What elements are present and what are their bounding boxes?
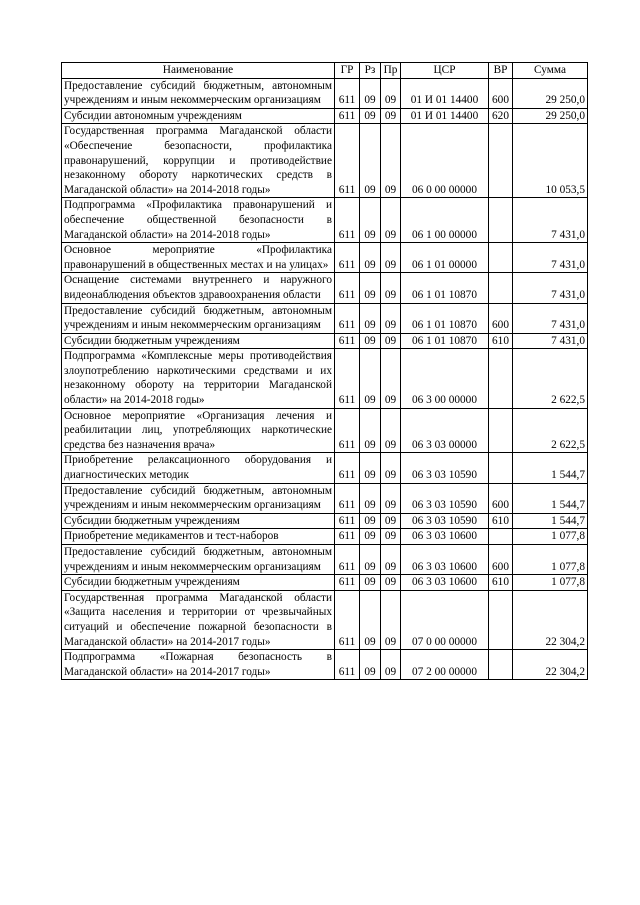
cell-rz: 09 (360, 333, 381, 349)
cell-sum: 1 544,7 (513, 453, 588, 483)
table-row (62, 513, 588, 529)
cell-rz: 09 (360, 529, 381, 545)
cell-pr: 09 (381, 513, 401, 529)
table-row (62, 108, 588, 124)
table-body (62, 78, 588, 680)
cell-sum: 7 431,0 (513, 243, 588, 273)
cell-rz: 09 (360, 650, 381, 680)
cell-gr: 611 (335, 333, 360, 349)
cell-vr (489, 529, 513, 545)
cell-pr: 09 (381, 349, 401, 408)
cell-name: Приобретение медикаментов и тест-наборов (62, 529, 335, 545)
cell-csr: 06 0 00 00000 (401, 124, 489, 198)
header-gr: ГР (335, 63, 360, 79)
cell-rz: 09 (360, 303, 381, 333)
cell-gr: 611 (335, 78, 360, 108)
cell-csr: 06 3 03 10600 (401, 529, 489, 545)
cell-sum: 7 431,0 (513, 198, 588, 243)
cell-name: Подпрограмма «Пожарная безопасность в Магаданской области» на 2014-2017 годы» (62, 650, 335, 680)
cell-vr (489, 590, 513, 649)
cell-sum: 1 077,8 (513, 575, 588, 591)
cell-pr: 09 (381, 198, 401, 243)
table-row (62, 349, 588, 408)
cell-gr: 611 (335, 513, 360, 529)
cell-pr: 09 (381, 483, 401, 513)
cell-name: Государственная программа Магаданской области «Обеспечение безопасности, профилактика правонарушений, коррупции и противодействие незаконному обороту наркотических средств в Магаданской области» на 2014-2018 годы» (62, 124, 335, 198)
table-row (62, 545, 588, 575)
cell-pr: 09 (381, 124, 401, 198)
cell-sum: 29 250,0 (513, 78, 588, 108)
header-name: Наименование (62, 63, 335, 79)
cell-rz: 09 (360, 349, 381, 408)
cell-csr: 06 3 03 10590 (401, 453, 489, 483)
cell-vr: 620 (489, 108, 513, 124)
cell-pr: 09 (381, 575, 401, 591)
cell-sum: 7 431,0 (513, 273, 588, 303)
cell-gr: 611 (335, 590, 360, 649)
cell-csr: 06 3 00 00000 (401, 349, 489, 408)
table-row (62, 303, 588, 333)
cell-pr: 09 (381, 273, 401, 303)
cell-pr: 09 (381, 529, 401, 545)
cell-name: Предоставление субсидий бюджетным, автономным учреждениям и иным некоммерческим организациям (62, 303, 335, 333)
cell-pr: 09 (381, 303, 401, 333)
cell-rz: 09 (360, 513, 381, 529)
cell-rz: 09 (360, 78, 381, 108)
cell-pr: 09 (381, 453, 401, 483)
cell-name: Государственная программа Магаданской области «Защита населения и территории от чрезвычайных ситуаций и обеспечение пожарной безопасности в Магаданской области» на 2014-2017 годы» (62, 590, 335, 649)
cell-vr: 600 (489, 78, 513, 108)
cell-gr: 611 (335, 408, 360, 453)
cell-name: Подпрограмма «Комплексные меры противодействия злоупотреблению наркотическими средствами и их незаконному обороту на территории Магаданской области» на 2014-2018 годы» (62, 349, 335, 408)
table-row (62, 453, 588, 483)
cell-vr: 600 (489, 545, 513, 575)
cell-csr: 06 1 00 00000 (401, 198, 489, 243)
cell-vr (489, 198, 513, 243)
cell-rz: 09 (360, 198, 381, 243)
table-header-row (62, 63, 588, 79)
cell-csr: 06 1 01 00000 (401, 243, 489, 273)
table-row (62, 650, 588, 680)
cell-sum: 1 544,7 (513, 513, 588, 529)
cell-gr: 611 (335, 545, 360, 575)
cell-vr (489, 349, 513, 408)
cell-sum: 1 077,8 (513, 545, 588, 575)
cell-rz: 09 (360, 408, 381, 453)
cell-rz: 09 (360, 273, 381, 303)
cell-vr: 600 (489, 483, 513, 513)
cell-sum: 7 431,0 (513, 303, 588, 333)
cell-gr: 611 (335, 243, 360, 273)
table-row (62, 590, 588, 649)
cell-rz: 09 (360, 124, 381, 198)
cell-vr (489, 650, 513, 680)
cell-vr (489, 273, 513, 303)
cell-gr: 611 (335, 108, 360, 124)
cell-pr: 09 (381, 243, 401, 273)
cell-pr: 09 (381, 408, 401, 453)
cell-rz: 09 (360, 483, 381, 513)
cell-name: Предоставление субсидий бюджетным, автономным учреждениям и иным некоммерческим организациям (62, 545, 335, 575)
cell-rz: 09 (360, 590, 381, 649)
cell-vr (489, 243, 513, 273)
cell-name: Предоставление субсидий бюджетным, автономным учреждениям и иным некоммерческим организациям (62, 483, 335, 513)
cell-vr (489, 453, 513, 483)
header-vr: ВР (489, 63, 513, 79)
cell-name: Субсидии бюджетным учреждениям (62, 575, 335, 591)
cell-sum: 7 431,0 (513, 333, 588, 349)
header-csr: ЦСР (401, 63, 489, 79)
cell-sum: 10 053,5 (513, 124, 588, 198)
header-pr: Пр (381, 63, 401, 79)
cell-name: Субсидии автономным учреждениям (62, 108, 335, 124)
table-row (62, 243, 588, 273)
cell-csr: 06 3 03 10600 (401, 575, 489, 591)
cell-pr: 09 (381, 78, 401, 108)
cell-sum: 22 304,2 (513, 650, 588, 680)
cell-vr: 610 (489, 575, 513, 591)
cell-gr: 611 (335, 349, 360, 408)
cell-gr: 611 (335, 483, 360, 513)
cell-name: Подпрограмма «Профилактика правонарушений и обеспечение общественной безопасности в Магаданской области» на 2014-2018 годы» (62, 198, 335, 243)
budget-table (61, 62, 588, 680)
cell-gr: 611 (335, 650, 360, 680)
cell-rz: 09 (360, 545, 381, 575)
table-row (62, 333, 588, 349)
cell-name: Оснащение системами внутреннего и наружного видеонаблюдения объектов здравоохранения области (62, 273, 335, 303)
cell-vr: 600 (489, 303, 513, 333)
cell-rz: 09 (360, 575, 381, 591)
cell-gr: 611 (335, 575, 360, 591)
cell-csr: 06 3 03 10590 (401, 513, 489, 529)
cell-csr: 06 1 01 10870 (401, 273, 489, 303)
cell-rz: 09 (360, 108, 381, 124)
cell-sum: 2 622,5 (513, 408, 588, 453)
header-rz: Рз (360, 63, 381, 79)
cell-sum: 22 304,2 (513, 590, 588, 649)
cell-gr: 611 (335, 124, 360, 198)
cell-csr: 07 0 00 00000 (401, 590, 489, 649)
cell-sum: 1 077,8 (513, 529, 588, 545)
table-row (62, 273, 588, 303)
table-row (62, 408, 588, 453)
cell-name: Приобретение релаксационного оборудования и диагностических методик (62, 453, 335, 483)
cell-vr (489, 124, 513, 198)
cell-gr: 611 (335, 529, 360, 545)
cell-rz: 09 (360, 243, 381, 273)
table-row (62, 483, 588, 513)
cell-gr: 611 (335, 303, 360, 333)
cell-csr: 06 3 03 00000 (401, 408, 489, 453)
cell-rz: 09 (360, 453, 381, 483)
cell-name: Предоставление субсидий бюджетным, автономным учреждениям и иным некоммерческим организациям (62, 78, 335, 108)
cell-vr (489, 408, 513, 453)
table-row (62, 575, 588, 591)
table-row (62, 124, 588, 198)
cell-gr: 611 (335, 453, 360, 483)
cell-pr: 09 (381, 545, 401, 575)
cell-pr: 09 (381, 108, 401, 124)
cell-name: Основное мероприятие «Профилактика правонарушений в общественных местах и на улицах» (62, 243, 335, 273)
cell-csr: 01 И 01 14400 (401, 108, 489, 124)
cell-sum: 29 250,0 (513, 108, 588, 124)
cell-pr: 09 (381, 590, 401, 649)
header-sum: Сумма (513, 63, 588, 79)
table-row (62, 198, 588, 243)
table-row (62, 529, 588, 545)
cell-csr: 01 И 01 14400 (401, 78, 489, 108)
cell-csr: 06 1 01 10870 (401, 303, 489, 333)
cell-pr: 09 (381, 650, 401, 680)
cell-name: Субсидии бюджетным учреждениям (62, 513, 335, 529)
cell-csr: 07 2 00 00000 (401, 650, 489, 680)
cell-gr: 611 (335, 273, 360, 303)
cell-sum: 2 622,5 (513, 349, 588, 408)
cell-csr: 06 1 01 10870 (401, 333, 489, 349)
table-row (62, 78, 588, 108)
cell-vr: 610 (489, 513, 513, 529)
cell-gr: 611 (335, 198, 360, 243)
cell-csr: 06 3 03 10600 (401, 545, 489, 575)
cell-vr: 610 (489, 333, 513, 349)
cell-name: Основное мероприятие «Организация лечения и реабилитации лиц, употребляющих наркотические средства без назначения врача» (62, 408, 335, 453)
cell-csr: 06 3 03 10590 (401, 483, 489, 513)
cell-pr: 09 (381, 333, 401, 349)
cell-sum: 1 544,7 (513, 483, 588, 513)
cell-name: Субсидии бюджетным учреждениям (62, 333, 335, 349)
